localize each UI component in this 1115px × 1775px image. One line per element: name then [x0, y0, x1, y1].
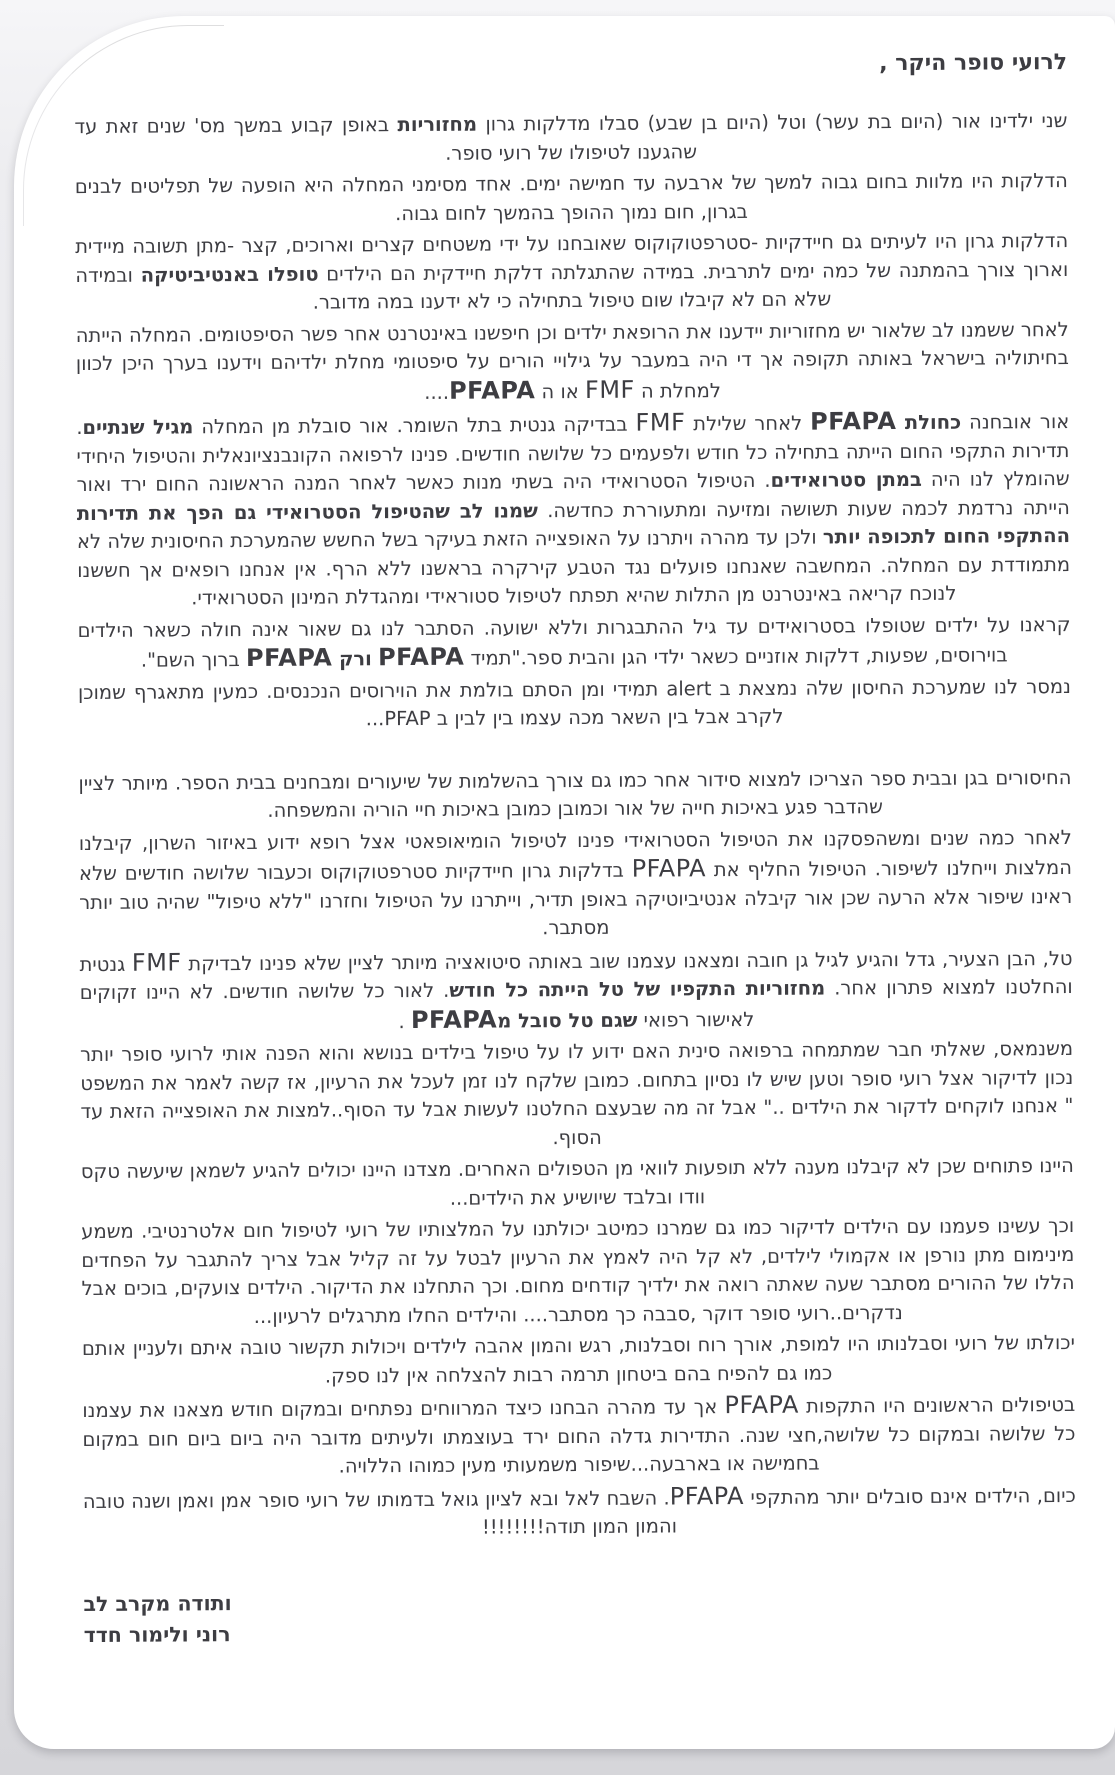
- text-run: ורק: [332, 647, 372, 671]
- paragraph: [75, 167, 1068, 230]
- text-run: בדלקות גרון חיידקיות סטרפטוקוקוס וכעבור שלושה חודשים שלא ראינו שיפור אלא הרעה שכן אור קיבלה אנטיביוטיקה באופן תדיר, וייתרנו על הטיפול וחזרנו "ללא טיפול" שהיה טוב יותר מסתבר.: [78, 858, 1073, 940]
- latin-term: PFAPA: [724, 1390, 799, 1420]
- text-run: במתן סטרואידים: [770, 467, 922, 492]
- latin-term: FMF: [635, 408, 686, 437]
- paragraph: [82, 1389, 1076, 1483]
- text-run: היינו פתוחים שכן לא קיבלנו מענה ללא תופעות לוואי מן הטפולים האחרים. מצדנו היינו יכולים להגיע לשמאן שיעשה טקס וודו ובלבד שיושיע את הילדים...: [80, 1153, 1074, 1210]
- text-run: לאחר שלילת: [685, 411, 811, 436]
- text-run: לאחר כמה שנים ומשהפסקנו את הטיפול הסטרואידי פנינו לטיפול הומיאופאטי אצל רופא ידוע באיזור השרון, קיבלנו המלצות וייחלנו לשיפור. הטיפול החליף את: [78, 825, 1073, 882]
- latin-term: FMF: [131, 947, 182, 977]
- paragraph: [76, 406, 1070, 614]
- text-run: בבדיקה גנטית בתל השומר. אור סובלת מן המחלה: [193, 412, 636, 439]
- text-run: באופן קבוע במשך מס' שנים זאת עד שהגענו לטיפולו של רועי סופר.: [74, 113, 698, 165]
- text-run: אור אובחנה: [961, 409, 1070, 434]
- paragraph: [78, 763, 1071, 826]
- paragraph: [78, 672, 1071, 735]
- text-run: .: [398, 1009, 411, 1033]
- text-run: שמנו לב שהטיפול הסטרואידי גם הפך את תדירות ההתקפי החום לתכופה יותר: [76, 498, 1071, 549]
- text-run: בטיפולים הראשונים היו התקפות: [798, 1392, 1076, 1418]
- text-run: החיסורים בגן ובבית ספר הצריכו למצוא סידור אחר כמו גם צורך בהשלמות של שיעורים ומבחנים בבית הספר. מיותר לציין שהדבר פגע באיכות חייה של אור וכמובן כמובן באיכות חיי הוריה והמשפחה.: [78, 765, 1072, 822]
- paragraph: [79, 942, 1073, 1038]
- letter-text: [74, 50, 1077, 1651]
- latin-term: PFAPA: [810, 407, 897, 436]
- text-run: מחזוריות: [397, 112, 478, 137]
- text-run: . תדירות התקפי החום הייתה בתחילה כל חודש ולפעמים כל שלושה חודשים. פנינו לרפואה הקונבנציונאלית והטיפול היחידי שהומלץ לנו היה: [76, 416, 1070, 491]
- latin-term: PFAPA: [669, 1481, 745, 1510]
- paragraph: [79, 823, 1073, 945]
- paragraph: [80, 1035, 1074, 1155]
- paragraph: [74, 107, 1067, 170]
- latin-term: PFAPA: [410, 1004, 498, 1034]
- paragraph: [83, 1479, 1076, 1544]
- signature-line: ותודה מקרב לב: [83, 1590, 232, 1616]
- text-run: או ה: [535, 379, 586, 403]
- text-run: גנטית והחלטנו למצוא פתרון אחר.: [79, 952, 1073, 1000]
- text-run: שגם טל סובל מ: [497, 1008, 638, 1032]
- text-run: נמסר לנו שמערכת החיסון שלה נמצאת ב alert תמידי ומן הסתם בולמת את הוירוסים הנכנסים. כמעין מתאגרף שמוכן לקרב אבל בין השאר מכה עצמו בין לבין ב PFAP...: [77, 674, 1071, 731]
- paragraph: [81, 1152, 1074, 1215]
- text-run: אך עד מהרה הבחנו כיצד המרווחים נפתחים ובמקום חודש מצאנו את עצמנו כל שלושה ובמקום כל שלושה,חצי שנה. התדירות גדלה החום ירד בעוצמתו ולעיתים מדובר היה ביום ביום חום במקום בחמישה או בארבעה...שיפור משמעותי מעין כמוהו הללויה.: [82, 1395, 1076, 1478]
- text-run: טל, הבן הצעיר, גדל והגיע לגיל גן חובה ומצאנו עצמנו שוב באותה סיטואציה מיותר לציין שלא פנינו לבדיקת: [181, 946, 1073, 975]
- letter-title: לרועי סופר היקר ,: [879, 50, 1068, 77]
- latin-term: PFAPA: [377, 642, 465, 672]
- text-run: ולכן עד מהרה ויתרנו על האופצייה הזאת בעיקר בשל החשש שהמערכת החיסונית שלה לא מתמודדת עם המחלה. המחשבה שאנחנו פועלים נגד הטבע קירקרה בראשנו ללא הרף. אין אנחנו רופאים אך חששנו לנוכח קריאה באינטרנט מן התלות שהיא תפתח לטיפול סטוראידי ומהגדלת המינון הסטרואידי.: [76, 525, 1071, 610]
- paragraph: [75, 227, 1069, 319]
- text-run: כיום, הילדים אינם סובלים יותר מהתקפי: [743, 1483, 1076, 1509]
- text-run: שני ילדינו אור (היום בת עשר) וטל (היום בן שבע) סבלו מדלקות גרון: [476, 108, 1068, 136]
- text-run: ברוך השם".: [140, 648, 247, 672]
- paragraph: [81, 1212, 1075, 1332]
- text-run: . לאור כל שלושה חודשים. לא היינו זקוקים לאישור רפואי: [79, 978, 755, 1032]
- latin-term: PFAPA: [245, 643, 333, 673]
- text-run: הדלקות גרון היו לעיתים גם חיידקיות -סטרפטוקוקוס שאובחנו על ידי משטחים קצרים וארוכים, קצר -מתן תשובה מיידית וארוך צורך בהמתנה של כמה ימים לתרבית. במידה שהתגלתה דלקת חיידקית הם הילדים: [75, 228, 1069, 286]
- text-run: לאחר ששמנו לב שלאור יש מחזוריות יידענו את הרופאת ילדים וכן חיפשנו באינטרנט אחר פשר הסיפטומים. המחלה הייתה בחיתוליה בישראל באותה תקופה אך די היה במעבר על גילויי הורים על סיפטומי מחלת ילדיהם וידענו בערך היכן לכוון למחלת ה: [75, 317, 1069, 403]
- text-run: מגיל שנתיים: [82, 415, 194, 440]
- text-run: הדלקות היו מלוות בחום גבוה למשך של ארבעה עד חמישה ימים. אחד מסימני המחלה היא הופעה של תפליטים לבנים בגרון, חום נמוך ההופך בהמשך לחום גבוה.: [74, 168, 1068, 225]
- letter-page: [14, 16, 1115, 1749]
- paragraph: [77, 610, 1070, 675]
- letter-body: [74, 107, 1076, 1545]
- text-run: כחולת: [896, 410, 962, 435]
- text-run: . השבח לאל ובא לציון גואל בדמותו של רועי סופר אמן ואמן ושנה טובה והמון המון תודה!!!!!!!!: [82, 1485, 678, 1539]
- signature-line: רוני ולימור חדד: [83, 1621, 231, 1647]
- latin-term: FMF: [584, 375, 635, 404]
- text-run: קראנו על ילדים שטופלו בסטרואידים עד גיל ההתבגרות וללא ישועה. הסתבר לנו גם שאור אינה חולה כשאר הילדים בוירוסים, שפעות, דלקות אוזניים כשאר ילדי הגן והבית ספר."תמיד: [77, 612, 1071, 670]
- latin-term: PFAPA: [448, 375, 536, 405]
- paragraph: [82, 1329, 1075, 1392]
- text-run: טופלו באנטיביטיקה: [140, 262, 319, 287]
- text-run: ....: [424, 380, 450, 404]
- text-run: . הטיפול הסטרואידי היה בשתי מנות כאשר לאחר המנה הראשונה החום ירד ואור הייתה נרדמת לכמה שעות תשושה ומזיעה ומתעוררת כחדשה.: [76, 468, 1070, 522]
- signature-block: [83, 1582, 1076, 1650]
- text-run: משנמאס, שאלתי חבר שמתמחה ברפואה סינית האם ידוע לו על טיפול בילדים בנושא והוא הפנה אותי לרועי סופר יותר נכון לדיקור אצל רועי סופר וטען שיש לו נסיון בתחום. כמובן שלקח לנו זמן לעכל את הרעיון, אז קשה לאמר את המשפט " אנחנו לוקחים לדקור את הילדים .." אבל זה מה שבעצם החלטנו לעשות אבל עד הסוף..למצות את האופצייה הזאת עד הסוף.: [80, 1036, 1074, 1149]
- text-run: יכולתו של רועי וסבלנותו היו למופת, אורך רוח וסבלנות, רגש והמון אהבה לילדים ויכולות תקשור טובה איתם ולעניין אותם כמו גם להפיח בהם ביטחון תרמה רבות להצלחה אין לנו ספק.: [81, 1330, 1075, 1388]
- text-run: מחזוריות התקפיו של טל הייתה כל חודש: [449, 976, 826, 1002]
- text-run: וכך עשינו פעמנו עם הילדים לדיקור כמו גם שמרנו כמיטב יכולתנו על המלצותיו של רועי לטיפול חום אלטרנטיבי. משמע מינימום מתן נורפן או אקמולי לילדים, לא קל היה לאמץ את הרעיון לבטל על זה קליל אבל צריך להתגבר על הפחדים הללו של ההורים מסתבר שעה שאתה רואה את ילדיך קודחים מחום. וכך התחלנו את הדיקור. הילדים צועקים, בוכים אבל נדקרים..רועי סופר דוקר ,סבבה כך מסתבר.... והילדים החלו מתרגלים לרעיון...: [81, 1213, 1075, 1328]
- paragraph: [76, 315, 1070, 409]
- text-run: ובמידה שלא הם לא קיבלו שום טיפול בתחילה כי לא ידענו במה מדובר.: [75, 263, 832, 314]
- latin-term: PFAPA: [631, 854, 707, 883]
